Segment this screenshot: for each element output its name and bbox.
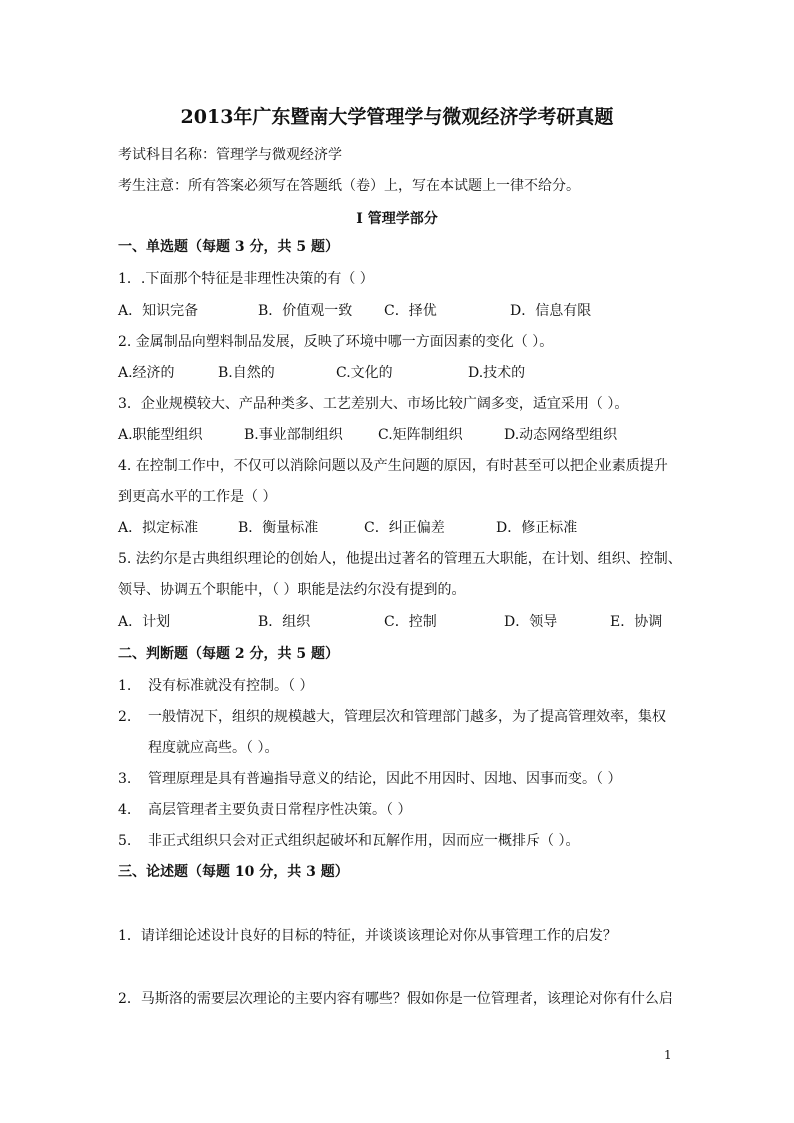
notice-line: 考生注意：所有答案必须写在答题纸（卷）上，写在本试题上一律不给分。 [118, 178, 580, 194]
subject-line: 考试科目名称：管理学与微观经济学 [118, 147, 342, 163]
q3-option-c: C.矩阵制组织 [378, 427, 463, 443]
tf-item-3-num: 3. [118, 771, 132, 787]
tf-item-1-text: 没有标准就没有控制。（ ） [148, 678, 314, 694]
q1-option-a: A．知识完备 [118, 303, 199, 319]
q5-option-b: B．组织 [258, 614, 311, 630]
tf-item-5-text: 非正式组织只会对正式组织起破坏和瓦解作用，因而应一概排斥（ ）。 [148, 833, 580, 849]
q5-option-c: C．控制 [384, 614, 437, 630]
section2-heading: 二、判断题（每题 2 分，共 5 题） [118, 646, 339, 662]
q1-stem: 1．.下面那个特征是非理性决策的有（ ） [118, 271, 374, 287]
q5-stem-line2: 领导、协调五个职能中，（ ）职能是法约尔没有提到的。 [118, 582, 466, 598]
q2-option-b: B.自然的 [218, 365, 275, 381]
q5-stem-line1: 5. 法约尔是古典组织理论的创始人，他提出过著名的管理五大职能，在计划、组织、控制、 [118, 551, 682, 567]
q3-stem: 3．企业规模较大、产品种类多、工艺差别大、市场比较广阔多变，适宜采用（ ）。 [118, 396, 629, 412]
q2-option-a: A.经济的 [118, 365, 175, 381]
tf-item-1-num: 1. [118, 678, 132, 694]
tf-item-3-text: 管理原理是具有普遍指导意义的结论，因此不用因时、因地、因事而变。（ ） [148, 771, 622, 787]
q5-option-d: D．领导 [504, 614, 558, 630]
q2-option-c: C.文化的 [336, 365, 393, 381]
tf-item-5-num: 5. [118, 833, 132, 849]
q2-stem: 2. 金属制品向塑料制品发展，反映了环境中哪一方面因素的变化（ ）。 [118, 334, 554, 350]
q4-option-d: D．修正标准 [496, 520, 578, 536]
q5-option-a: A．计划 [118, 614, 171, 630]
q1-option-d: D．信息有限 [510, 303, 592, 319]
tf-item-2-text-cont: 程度就应高些。（ ）。 [148, 740, 279, 756]
q4-stem-line1: 4. 在控制工作中，不仅可以消除问题以及产生问题的原因，有时甚至可以把企业素质提升 [118, 458, 668, 474]
q1-option-b: B．价值观一致 [258, 303, 353, 319]
essay-q1: 1．请详细论述设计良好的目标的特征，并谈谈该理论对你从事管理工作的启发？ [118, 928, 617, 944]
q4-stem-line2: 到更高水平的工作是（ ） [118, 489, 277, 505]
q4-option-c: C．纠正偏差 [364, 520, 445, 536]
tf-item-4-num: 4. [118, 802, 132, 818]
essay-q2: 2．马斯洛的需要层次理论的主要内容有哪些？假如你是一位管理者，该理论对你有什么启 [118, 991, 673, 1007]
tf-item-2-num: 2. [118, 709, 132, 725]
section3-heading: 三、论述题（每题 10 分，共 3 题） [118, 864, 349, 880]
document-title: 2013年广东暨南大学管理学与微观经济学考研真题 [180, 106, 614, 128]
tf-item-2-text: 一般情况下，组织的规模越大，管理层次和管理部门越多，为了提高管理效率，集权 [148, 709, 666, 725]
q5-option-e: E．协调 [610, 614, 663, 630]
tf-item-4-text: 高层管理者主要负责日常程序性决策。（ ） [148, 802, 412, 818]
section1-heading: 一、单选题（每题 3 分，共 5 题） [118, 239, 339, 255]
page-number: 1 [664, 1048, 672, 1062]
q3-option-b: B.事业部制组织 [244, 427, 343, 443]
q4-option-b: B．衡量标准 [238, 520, 319, 536]
part-heading: I 管理学部分 [356, 211, 438, 227]
q3-option-d: D.动态网络型组织 [504, 427, 618, 443]
q1-option-c: C．择优 [384, 303, 437, 319]
q3-option-a: A.职能型组织 [118, 427, 203, 443]
q2-option-d: D.技术的 [468, 365, 526, 381]
q4-option-a: A．拟定标准 [118, 520, 199, 536]
